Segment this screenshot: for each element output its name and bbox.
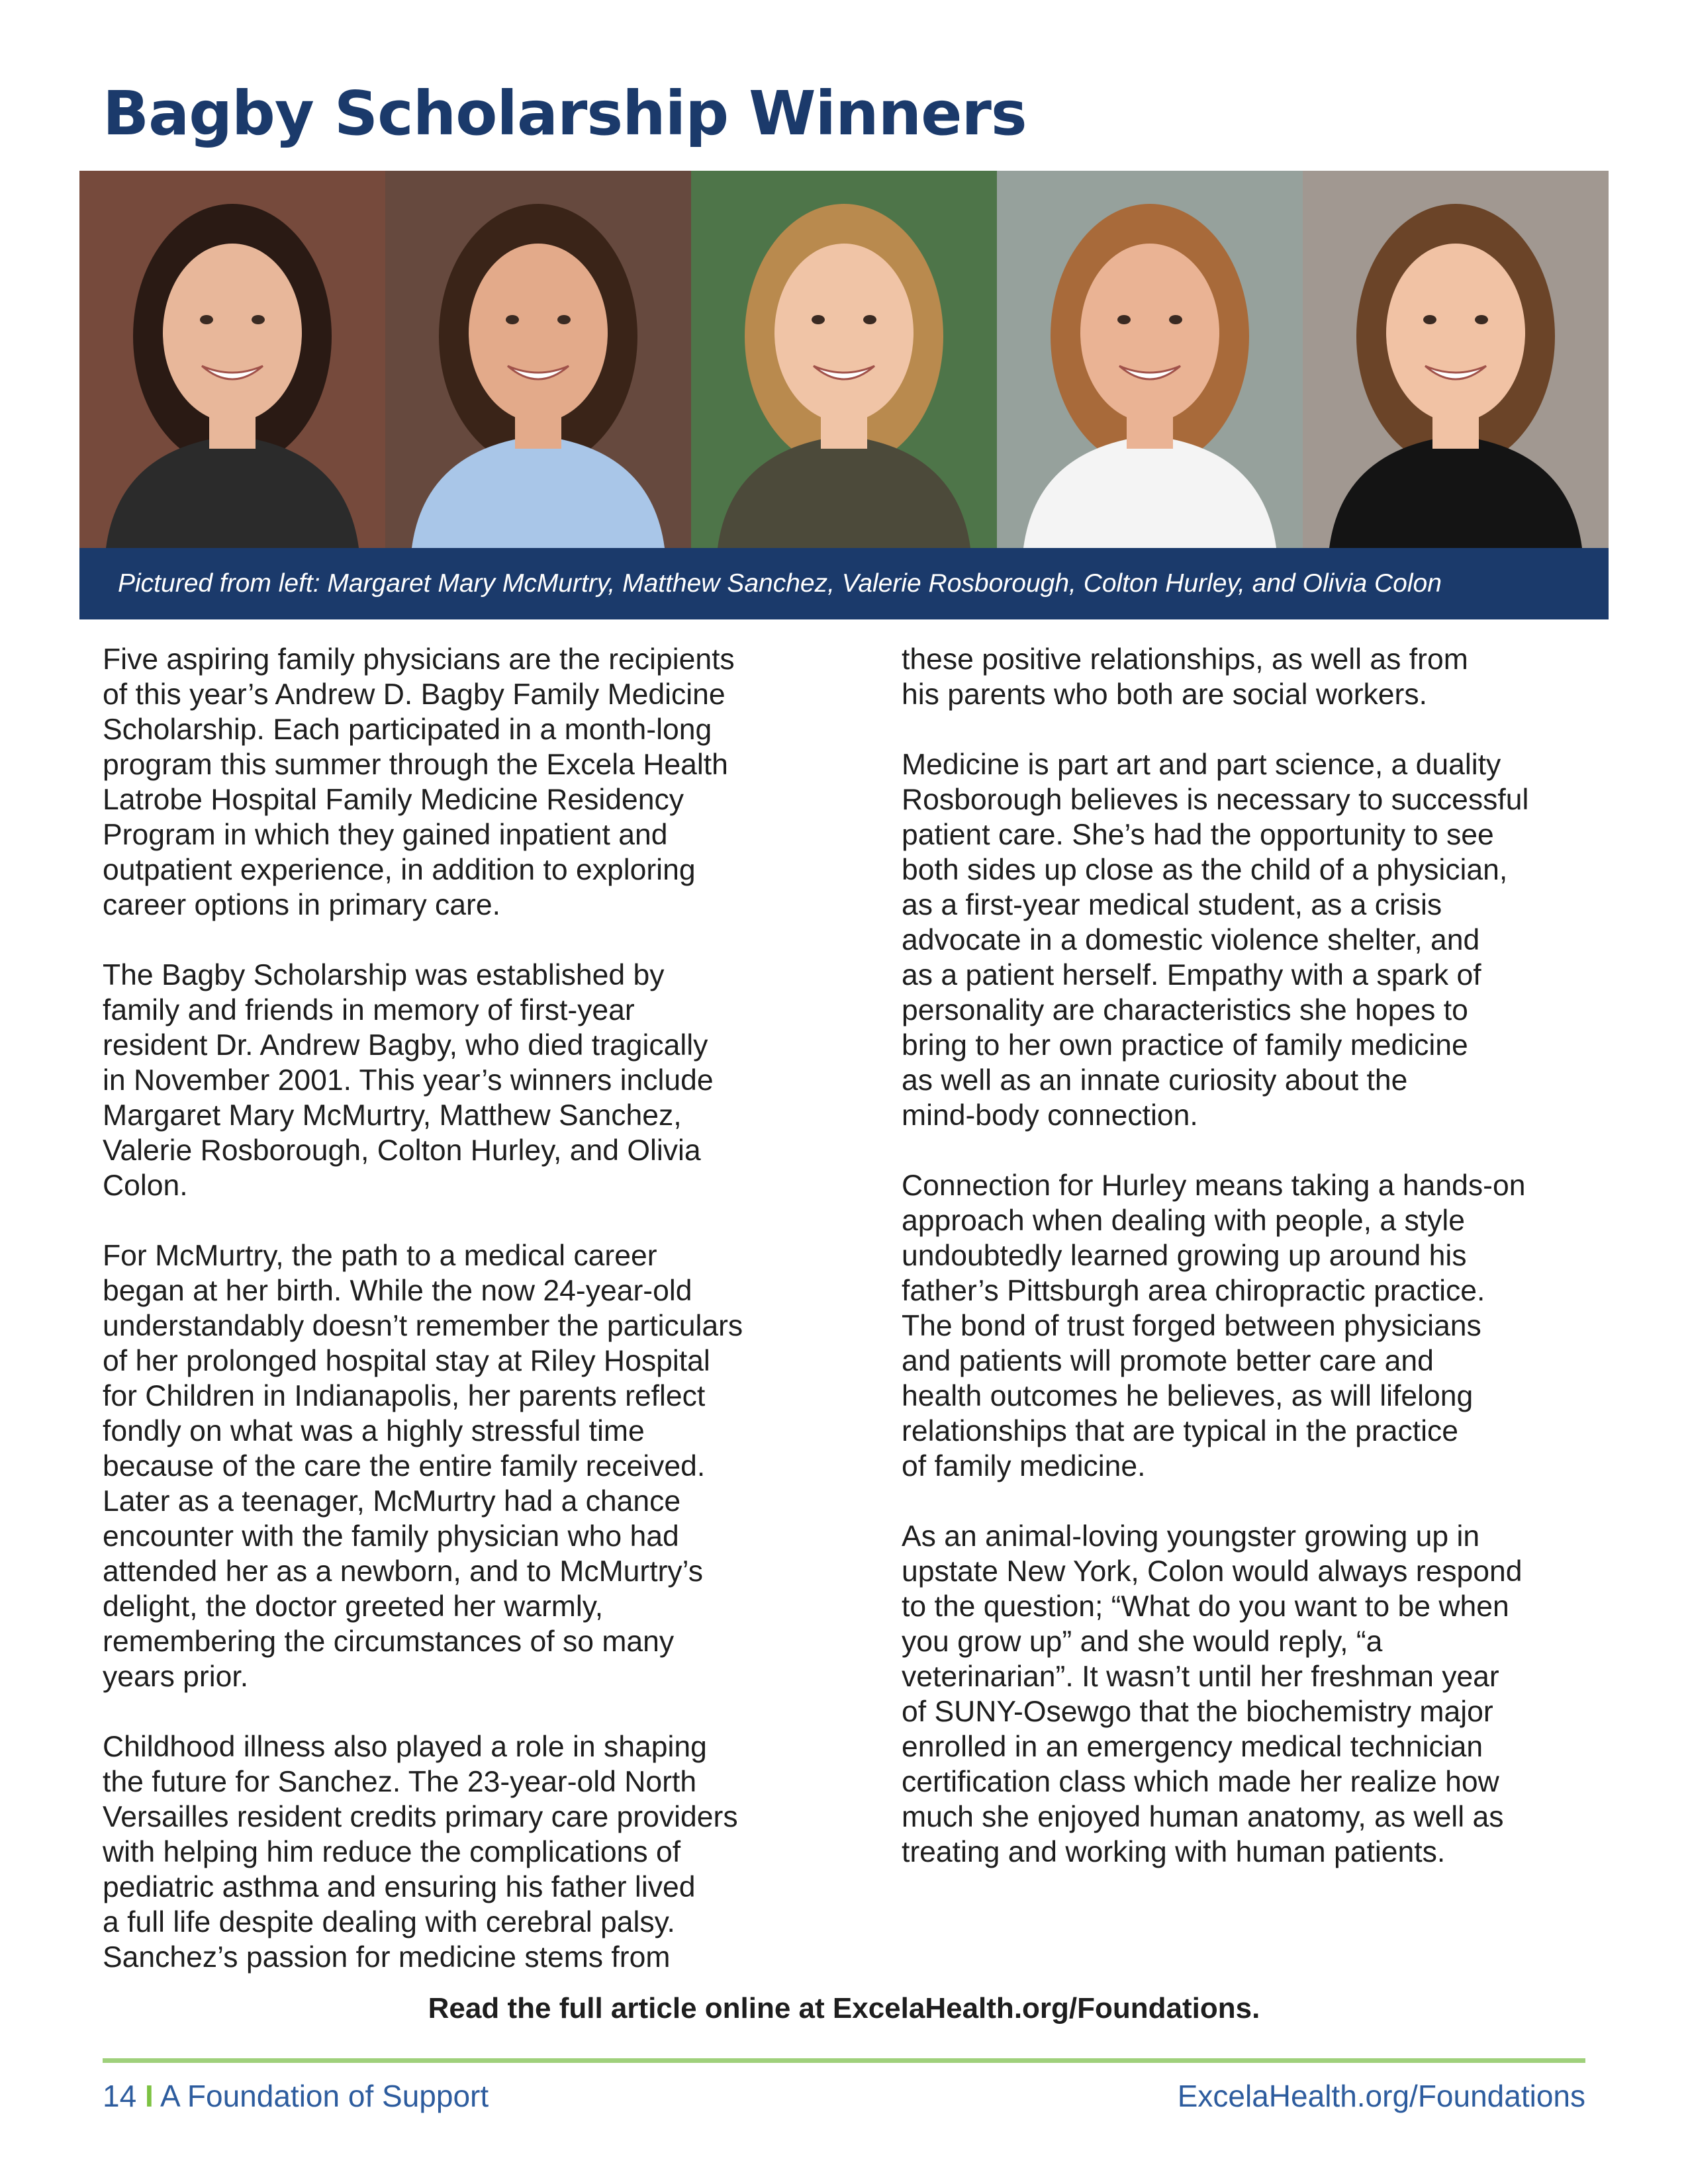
text-line: to the question; “What do you want to be when	[902, 1590, 1509, 1623]
text-line: Sanchez’s passion for medicine stems from	[103, 1941, 671, 1974]
text-line: Rosborough believes is necessary to successful	[902, 784, 1529, 816]
text-line: career options in primary care.	[103, 889, 500, 921]
footer-divider	[103, 2058, 1585, 2063]
text-line: family and friends in memory of first-year	[103, 994, 635, 1026]
portrait-man-beard-tie-icon	[385, 171, 691, 548]
text-line: began at her birth. While the now 24-year-old	[103, 1275, 692, 1307]
page-title: Bagby Scholarship Winners	[103, 78, 1027, 149]
photo-caption: Pictured from left: Margaret Mary McMurtry, Matthew Sanchez, Valerie Rosborough, Colton Hurley, and Olivia Colon	[118, 569, 1442, 598]
text-line: resident Dr. Andrew Bagby, who died tragically	[103, 1029, 708, 1062]
text-line: Medicine is part art and part science, a duality	[902, 749, 1501, 781]
text-line: For McMurtry, the path to a medical career	[103, 1240, 657, 1272]
left-paragraph	[103, 642, 798, 923]
article-right-column	[902, 642, 1610, 1905]
text-line: As an animal-loving youngster growing up in	[902, 1520, 1480, 1553]
section-name: A Foundation of Support	[160, 2079, 489, 2113]
text-line: and patients will promote better care and	[902, 1345, 1434, 1377]
right-paragraph	[902, 747, 1610, 1133]
text-line: of family medicine.	[902, 1450, 1146, 1482]
right-paragraph	[902, 642, 1610, 712]
text-line: the future for Sanchez. The 23-year-old North	[103, 1766, 697, 1798]
text-line: Valerie Rosborough, Colton Hurley, and Olivia	[103, 1134, 701, 1167]
text-line: Childhood illness also played a role in shaping	[103, 1731, 707, 1763]
text-line: Connection for Hurley means taking a hands-on	[902, 1169, 1526, 1202]
text-line: enrolled in an emergency medical technician	[902, 1731, 1483, 1763]
text-line: both sides up close as the child of a physician,	[902, 854, 1508, 886]
text-line: these positive relationships, as well as from	[902, 643, 1468, 676]
portrait-man-red-beard-icon	[997, 171, 1303, 548]
text-line: patient care. She’s had the opportunity to see	[902, 819, 1494, 851]
left-paragraph	[103, 1729, 798, 1975]
text-line: outpatient experience, in addition to exploring	[103, 854, 696, 886]
footer-url: ExcelaHealth.org/Foundations	[1177, 2079, 1585, 2113]
footer-separator: I	[144, 2079, 154, 2113]
left-paragraph	[103, 1238, 798, 1694]
text-line: delight, the doctor greeted her warmly,	[103, 1590, 604, 1623]
caption-bar	[79, 548, 1609, 619]
text-line: Program in which they gained inpatient and	[103, 819, 668, 851]
text-line: upstate New York, Colon would always respond	[902, 1555, 1523, 1588]
text-line: with helping him reduce the complications of	[103, 1836, 681, 1868]
text-line: mind-body connection.	[902, 1099, 1198, 1132]
portrait-woman-long-hair-icon	[1303, 171, 1609, 548]
text-line: father’s Pittsburgh area chiropractic practice.	[902, 1275, 1485, 1307]
text-line: Later as a teenager, McMurtry had a chance	[103, 1485, 681, 1518]
text-line: certification class which made her realize how	[902, 1766, 1499, 1798]
text-line: much she enjoyed human anatomy, as well as	[902, 1801, 1504, 1833]
text-line: years prior.	[103, 1661, 249, 1693]
text-line: program this summer through the Excela Health	[103, 749, 728, 781]
text-line: pediatric asthma and ensuring his father lived	[103, 1871, 696, 1903]
photo-strip	[79, 171, 1609, 548]
text-line: as a first-year medical student, as a crisis	[902, 889, 1442, 921]
page-number: 14	[103, 2079, 137, 2113]
right-paragraph	[902, 1168, 1610, 1484]
text-line: of this year’s Andrew D. Bagby Family Medicine	[103, 678, 726, 711]
text-line: Latrobe Hospital Family Medicine Residency	[103, 784, 684, 816]
article-left-column	[103, 642, 798, 2010]
text-line: of SUNY-Osewgo that the biochemistry major	[902, 1696, 1493, 1728]
text-line: Scholarship. Each participated in a month-long	[103, 713, 712, 746]
text-line: fondly on what was a highly stressful time	[103, 1415, 645, 1447]
text-line: The bond of trust forged between physicians	[902, 1310, 1481, 1342]
text-line: approach when dealing with people, a style	[902, 1205, 1466, 1237]
text-line: as a patient herself. Empathy with a spark of	[902, 959, 1481, 991]
text-line: remembering the circumstances of so many	[103, 1625, 675, 1658]
text-line: in November 2001. This year’s winners include	[103, 1064, 714, 1097]
text-line: health outcomes he believes, as will lifelong	[902, 1380, 1474, 1412]
text-line: his parents who both are social workers.	[902, 678, 1427, 711]
text-line: veterinarian”. It wasn’t until her freshman year	[902, 1661, 1499, 1693]
text-line: attended her as a newborn, and to McMurtry’s	[103, 1555, 703, 1588]
text-line: bring to her own practice of family medicine	[902, 1029, 1468, 1062]
text-line: Margaret Mary McMurtry, Matthew Sanchez,	[103, 1099, 682, 1132]
text-line: The Bagby Scholarship was established by	[103, 959, 665, 991]
text-line: as well as an innate curiosity about the	[902, 1064, 1408, 1097]
text-line: advocate in a domestic violence shelter, and	[902, 924, 1480, 956]
text-line: of her prolonged hospital stay at Riley Hospital	[103, 1345, 710, 1377]
left-paragraph	[103, 958, 798, 1203]
text-line: Five aspiring family physicians are the recipients	[103, 643, 735, 676]
text-line: undoubtedly learned growing up around his	[902, 1240, 1467, 1272]
portrait-woman-dark-hair-icon	[79, 171, 385, 548]
text-line: Versailles resident credits primary care providers	[103, 1801, 738, 1833]
text-line: you grow up” and she would reply, “a	[902, 1625, 1383, 1658]
text-line: a full life despite dealing with cerebral palsy.	[103, 1906, 675, 1938]
right-paragraph	[902, 1519, 1610, 1870]
text-line: encounter with the family physician who had	[103, 1520, 679, 1553]
text-line: treating and working with human patients.	[902, 1836, 1446, 1868]
text-line: because of the care the entire family received.	[103, 1450, 706, 1482]
text-line: relationships that are typical in the practice	[902, 1415, 1459, 1447]
text-line: understandably doesn’t remember the particulars	[103, 1310, 743, 1342]
footer-left	[103, 2078, 489, 2114]
read-more-note: Read the full article online at ExcelaHealth.org/Foundations.	[428, 1992, 1260, 2025]
portrait-woman-curly-blonde-icon	[691, 171, 997, 548]
text-line: personality are characteristics she hopes to	[902, 994, 1468, 1026]
text-line: Colon.	[103, 1169, 188, 1202]
text-line: for Children in Indianapolis, her parents reflect	[103, 1380, 706, 1412]
